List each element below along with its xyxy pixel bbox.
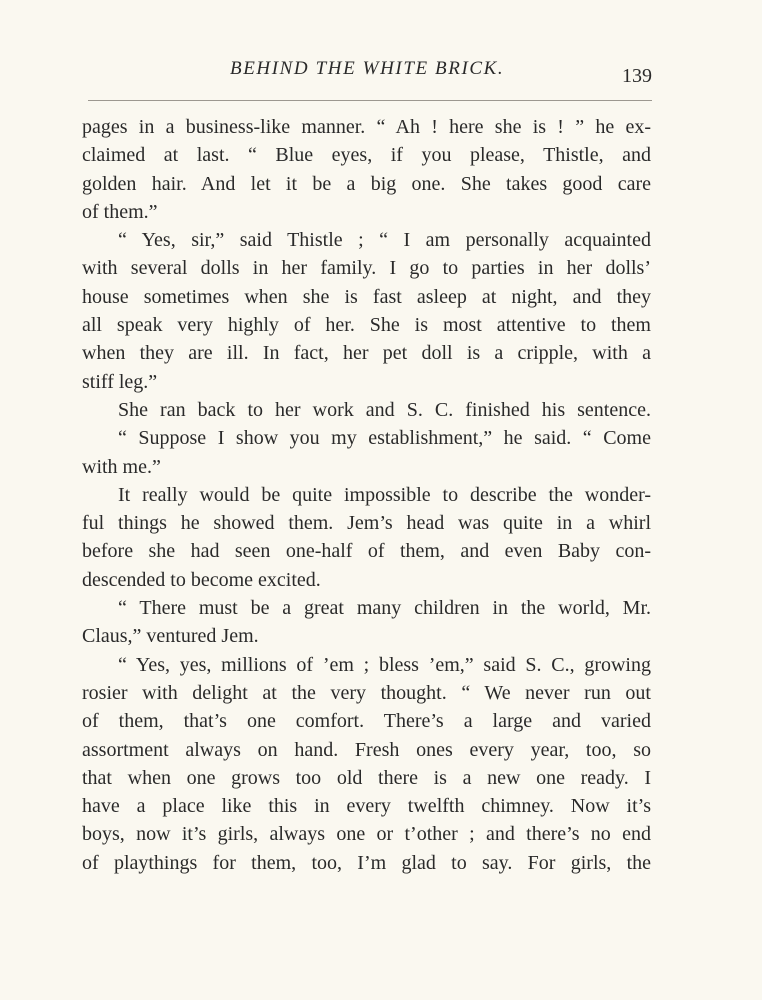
text-line: of playthings for them, too, I’m glad to say. For girls, the (82, 851, 651, 874)
text-line: She ran back to her work and S. C. finished his sentence. (118, 398, 651, 421)
text-line: Claus,” ventured Jem. (82, 625, 259, 648)
text-line: boys, now it’s girls, always one or t’other ; and there’s no end (82, 823, 651, 846)
text-line: claimed at last. “ Blue eyes, if you please, Thistle, and (82, 144, 651, 167)
text-line: pages in a business-like manner. “ Ah ! here she is ! ” he ex- (82, 116, 651, 138)
text-line: golden hair. And let it be a big one. She takes good care (82, 172, 651, 195)
text-line: stiff leg.” (82, 370, 158, 393)
text-line: have a place like this in every twelfth chimney. Now it’s (82, 795, 651, 818)
text-line: descended to become excited. (82, 568, 321, 591)
text-line: house sometimes when she is fast asleep at night, and they (82, 285, 651, 308)
text-line: of them.” (82, 200, 158, 223)
text-line: before she had seen one-half of them, and even Baby con- (82, 540, 651, 563)
text-line: when they are ill. In fact, her pet doll is a cripple, with a (82, 342, 651, 365)
text-line: assortment always on hand. Fresh ones every year, too, so (82, 738, 651, 761)
text-line: with several dolls in her family. I go to parties in her dolls’ (82, 257, 651, 280)
text-line: “ Suppose I show you my establishment,” he said. “ Come (118, 427, 651, 450)
text-line: “ Yes, yes, millions of ’em ; bless ’em,” said S. C., growing (118, 653, 651, 676)
header-rule (88, 100, 652, 101)
text-line: rosier with delight at the very thought. “ We never run out (82, 681, 651, 704)
page-header (0, 58, 762, 88)
text-line: ful things he showed them. Jem’s head was quite in a whirl (82, 512, 651, 535)
text-line: with me.” (82, 455, 161, 478)
text-line: that when one grows too old there is a new one ready. I (82, 766, 651, 789)
page-number: 139 (622, 65, 652, 87)
text-line: It really would be quite impossible to describe the wonder- (118, 483, 651, 506)
running-title: BEHIND THE WHITE BRICK. (230, 58, 505, 79)
text-line: all speak very highly of her. She is most attentive to them (82, 314, 651, 337)
text-line: “ Yes, sir,” said Thistle ; “ I am personally acquainted (118, 229, 651, 252)
text-line: of them, that’s one comfort. There’s a large and varied (82, 710, 651, 733)
text-line: “ There must be a great many children in the world, Mr. (118, 597, 651, 620)
body-text (82, 113, 651, 877)
